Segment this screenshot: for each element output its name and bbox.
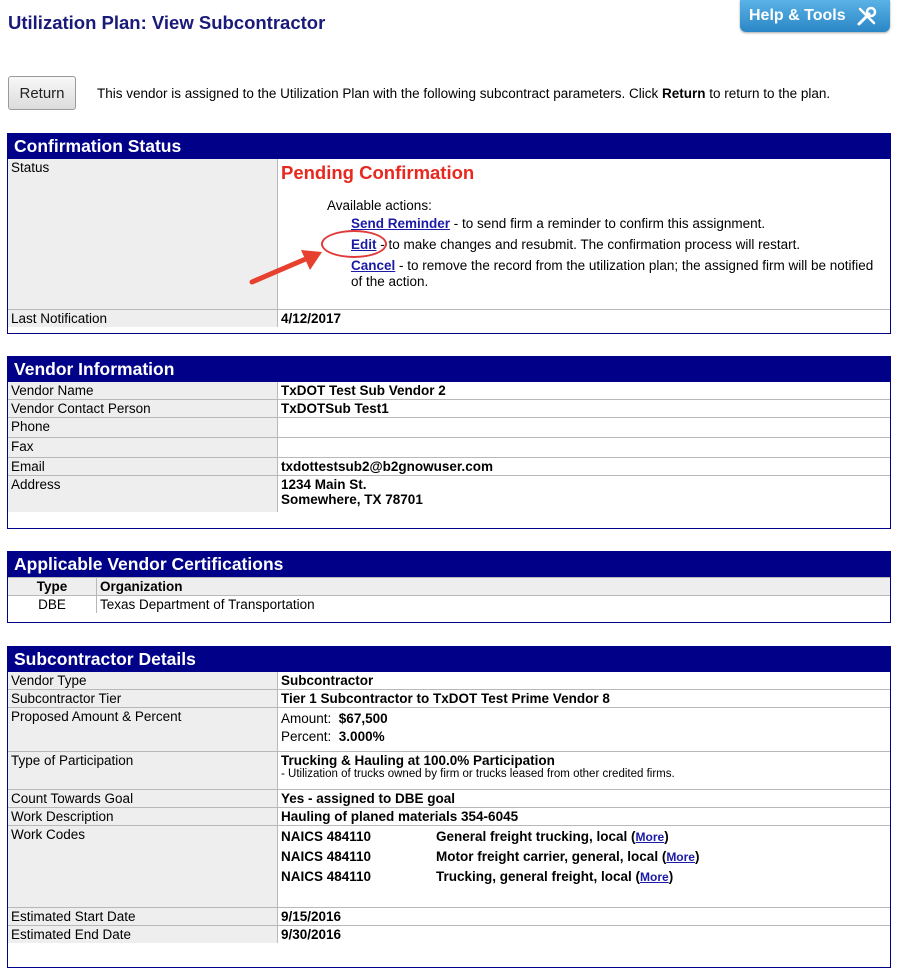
page-title: Utilization Plan: View Subcontractor bbox=[8, 12, 326, 33]
work-codes-value bbox=[278, 826, 891, 908]
list-item: NAICS 484110 Motor freight carrier, general, local (More) bbox=[281, 849, 700, 864]
action-cancel: Cancel - to remove the record from the utilization plan; the assigned firm will be notified of the action. bbox=[351, 258, 874, 289]
subcontractor-details-section bbox=[7, 646, 891, 968]
address-value: 1234 Main St. Somewhere, TX 78701 bbox=[278, 476, 891, 512]
work-codes-label: Work Codes bbox=[8, 826, 278, 908]
address-label: Address bbox=[8, 476, 278, 512]
tools-icon bbox=[856, 5, 878, 27]
more-link[interactable]: More bbox=[635, 830, 665, 844]
status-value: Pending Confirmation bbox=[281, 162, 475, 183]
return-button[interactable]: Return bbox=[8, 76, 76, 110]
certifications-section bbox=[7, 551, 891, 623]
help-tools-button[interactable] bbox=[740, 0, 890, 32]
edit-link[interactable]: Edit bbox=[351, 237, 377, 252]
action-edit: Edit - to make changes and resubmit. The confirmation process will restart. bbox=[351, 234, 887, 255]
col-organization-header: Organization bbox=[97, 578, 891, 596]
work-description-value: Hauling of planed materials 354-6045 bbox=[278, 808, 891, 826]
section-header: Confirmation Status bbox=[8, 134, 890, 159]
contact-person-label: Vendor Contact Person bbox=[8, 400, 278, 418]
proposed-label: Proposed Amount & Percent bbox=[8, 708, 278, 752]
work-description-label: Work Description bbox=[8, 808, 278, 826]
section-header: Applicable Vendor Certifications bbox=[8, 552, 890, 577]
more-link[interactable]: More bbox=[640, 870, 669, 884]
available-actions-label: Available actions: bbox=[327, 198, 432, 213]
last-notification-value: 4/12/2017 bbox=[278, 309, 891, 327]
vendor-type-value: Subcontractor bbox=[281, 673, 374, 688]
send-reminder-link[interactable]: Send Reminder bbox=[351, 216, 451, 231]
goal-label: Count Towards Goal bbox=[8, 790, 278, 808]
status-label: Status bbox=[8, 159, 278, 309]
contact-person-value: TxDOTSub Test1 bbox=[278, 400, 891, 418]
col-type-header: Type bbox=[8, 578, 97, 596]
cancel-link[interactable]: Cancel bbox=[351, 258, 396, 273]
list-item: NAICS 484110 Trucking, general freight, local (More) bbox=[281, 869, 674, 884]
fax-label: Fax bbox=[8, 438, 278, 458]
confirmation-status-section bbox=[7, 133, 891, 334]
vendor-name-value: TxDOT Test Sub Vendor 2 bbox=[281, 383, 446, 398]
cert-type: DBE bbox=[8, 596, 97, 614]
last-notification-label: Last Notification bbox=[8, 309, 278, 327]
help-tools-label: Help & Tools bbox=[749, 7, 846, 24]
section-header: Vendor Information bbox=[8, 357, 890, 382]
participation-label: Type of Participation bbox=[8, 752, 278, 790]
end-date-label: Estimated End Date bbox=[8, 926, 278, 944]
email-label: Email bbox=[8, 458, 278, 476]
tier-label: Subcontractor Tier bbox=[8, 690, 278, 708]
table-row bbox=[8, 596, 890, 614]
vendor-type-label: Vendor Type bbox=[8, 672, 278, 690]
section-header: Subcontractor Details bbox=[8, 647, 890, 672]
proposed-value: Amount: $67,500 Percent: 3.000% bbox=[278, 708, 891, 752]
annotation-arrow bbox=[246, 244, 332, 290]
goal-value: Yes - assigned to DBE goal bbox=[278, 790, 891, 808]
more-link[interactable]: More bbox=[666, 850, 695, 864]
vendor-information-section bbox=[7, 356, 891, 529]
phone-label: Phone bbox=[8, 418, 278, 438]
action-send-reminder: Send Reminder - to send firm a reminder to confirm this assignment. bbox=[351, 216, 766, 231]
email-value: txdottestsub2@b2gnowuser.com bbox=[278, 458, 891, 476]
phone-value bbox=[278, 418, 891, 438]
intro-text: This vendor is assigned to the Utilization Plan with the following subcontract parameters. Click Return to return to the plan. bbox=[97, 86, 831, 101]
end-date-value: 9/30/2016 bbox=[278, 926, 891, 944]
vendor-name-label: Vendor Name bbox=[8, 382, 278, 400]
start-date-value: 9/15/2016 bbox=[278, 908, 891, 926]
list-item: NAICS 484110 General freight trucking, local (More) bbox=[281, 829, 669, 844]
fax-value bbox=[278, 438, 891, 458]
tier-value: Tier 1 Subcontractor to TxDOT Test Prime Vendor 8 bbox=[278, 690, 891, 708]
cert-organization: Texas Department of Transportation bbox=[97, 596, 891, 614]
participation-value: Trucking & Hauling at 100.0% Participation - Utilization of trucks owned by firm or trucks leased from other credited firms. bbox=[278, 752, 891, 790]
start-date-label: Estimated Start Date bbox=[8, 908, 278, 926]
